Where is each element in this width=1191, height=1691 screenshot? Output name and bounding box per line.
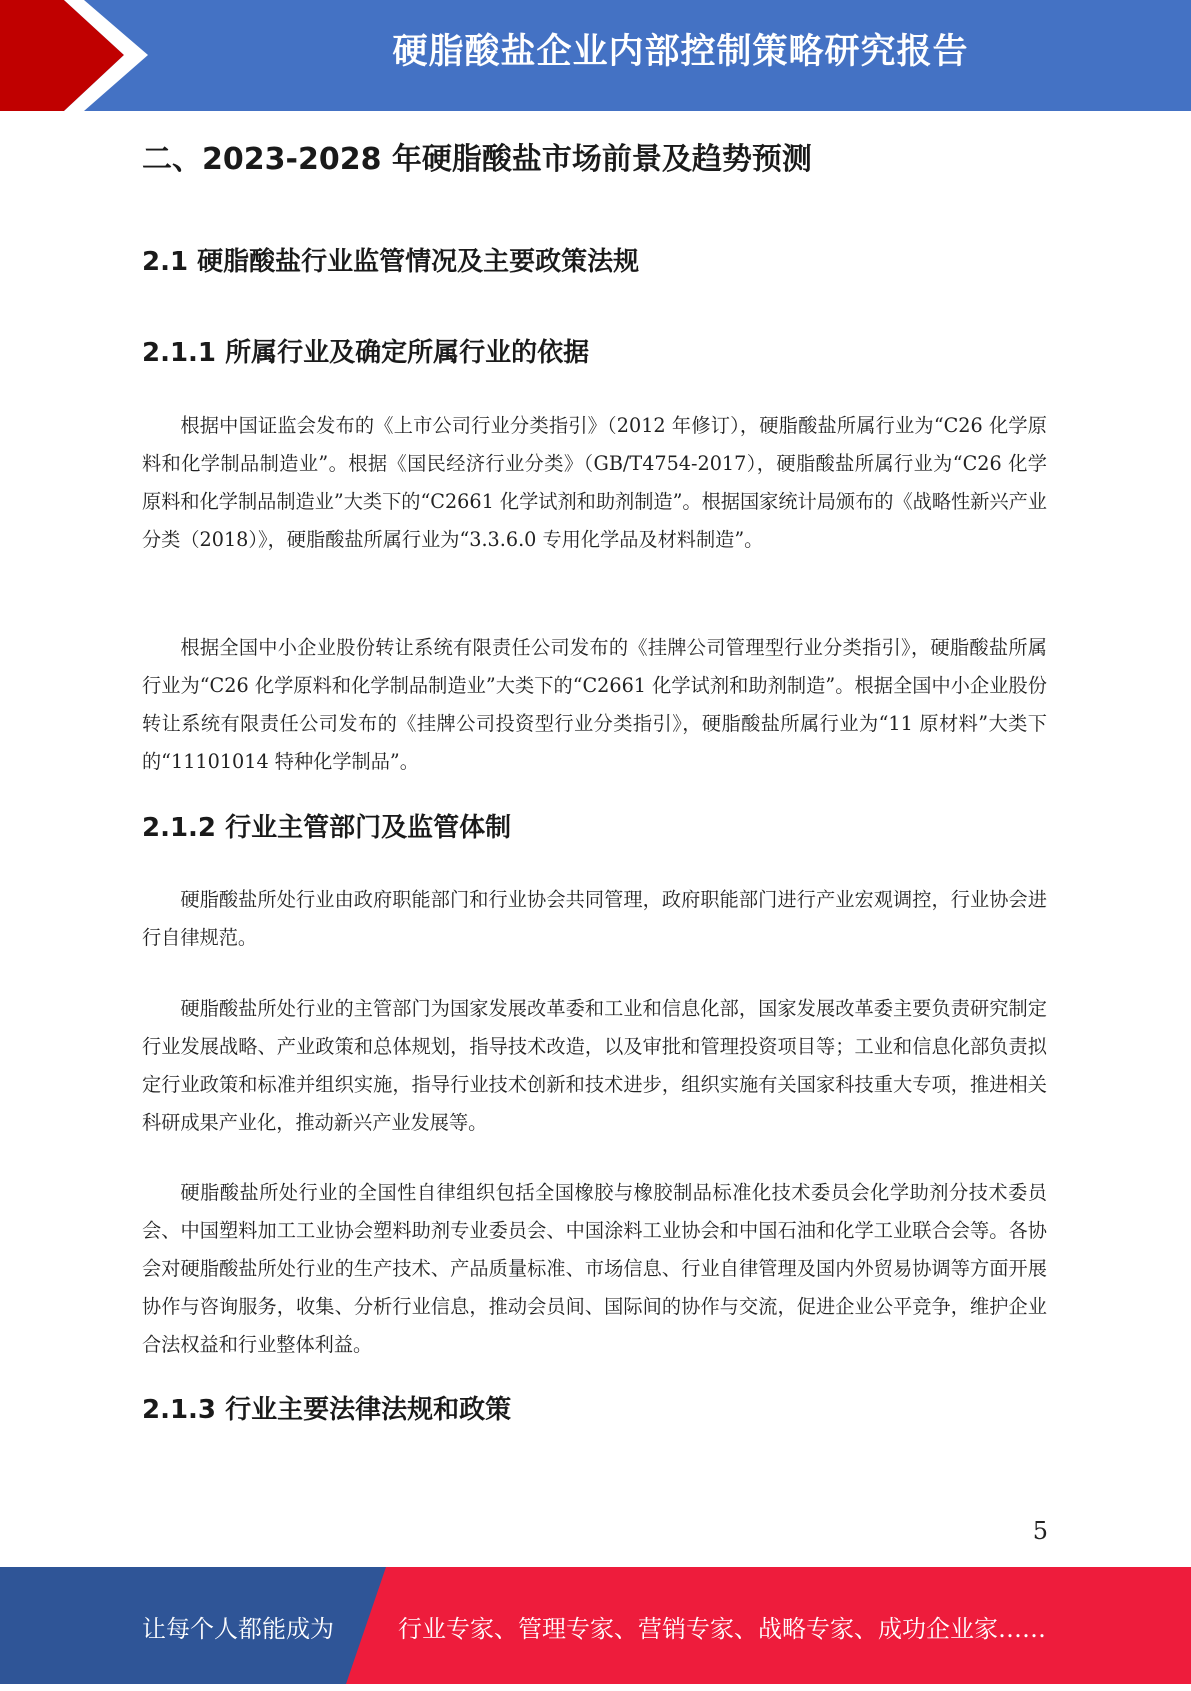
header-banner [0, 0, 1191, 111]
subsection-heading-2-1: 2.1 硬脂酸盐行业监管情况及主要政策法规 [142, 247, 640, 277]
paragraph: 硬脂酸盐所处行业的全国性自律组织包括全国橡胶与橡胶制品标准化技术委员会化学助剂分技术委员会、中国塑料加工工业协会塑料助剂专业委员会、中国涂料工业协会和中国石油和化学工业联合会等。各协会对硬脂酸盐所处行业的生产技术、产品质量标准、市场信息、行业自律管理及国内外贸易协调等方面开展协作与咨询服务，收集、分析行业信息，推动会员间、国际间的协作与交流，促进企业公平竞争，维护企业合法权益和行业整体利益。 [142, 1181, 1047, 1356]
page-number: 5 [1032, 1517, 1048, 1545]
footer-slogan-left: 让每个人都能成为 [142, 1615, 334, 1643]
paragraph: 硬脂酸盐所处行业的主管部门为国家发展改革委和工业和信息化部，国家发展改革委主要负责研究制定行业发展战略、产业政策和总体规划，指导技术改造，以及审批和管理投资项目等；工业和信息化部负责拟定行业政策和标准并组织实施，指导行业技术创新和技术进步，组织实施有关国家科技重大专项，推进相关科研成果产业化，推动新兴产业发展等。 [142, 997, 1047, 1134]
footer-banner [0, 1567, 1191, 1684]
subsection-heading-2-1-2: 2.1.2 行业主管部门及监管体制 [142, 813, 512, 843]
paragraph: 根据全国中小企业股份转让系统有限责任公司发布的《挂牌公司管理型行业分类指引》，硬脂酸盐所属行业为“C26 化学原料和化学制品制造业”大类下的“C2661 化学试剂和助剂制造”。根据全国中小企业股份转让系统有限责任公司发布的《挂牌公司投资型行业分类指引》，硬脂酸盐所属行业为“11 原材料”大类下的“11101014 特种化学制品”。 [142, 636, 1047, 773]
report-title: 硬脂酸盐企业内部控制策略研究报告 [392, 32, 969, 72]
subsection-heading-2-1-3: 2.1.3 行业主要法律法规和政策 [142, 1395, 512, 1425]
footer-slogan-right: 行业专家、管理专家、营销专家、战略专家、成功企业家…… [398, 1615, 1046, 1643]
section-heading: 二、2023-2028 年硬脂酸盐市场前景及趋势预测 [142, 142, 812, 177]
paragraph: 根据中国证监会发布的《上市公司行业分类指引》（2012 年修订），硬脂酸盐所属行业为“C26 化学原料和化学制品制造业”。根据《国民经济行业分类》（GB/T4754-2017），硬脂酸盐所属行业为“C26 化学原料和化学制品制造业”大类下的“C2661 化学试剂和助剂制造”。根据国家统计局颁布的《战略性新兴产业分类（2018）》，硬脂酸盐所属行业为“3.3.6.0 专用化学品及材料制造”。 [142, 414, 1047, 551]
subsection-heading-2-1-1: 2.1.1 所属行业及确定所属行业的依据 [142, 338, 590, 368]
paragraph: 硬脂酸盐所处行业由政府职能部门和行业协会共同管理，政府职能部门进行产业宏观调控，行业协会进行自律规范。 [142, 888, 1047, 949]
